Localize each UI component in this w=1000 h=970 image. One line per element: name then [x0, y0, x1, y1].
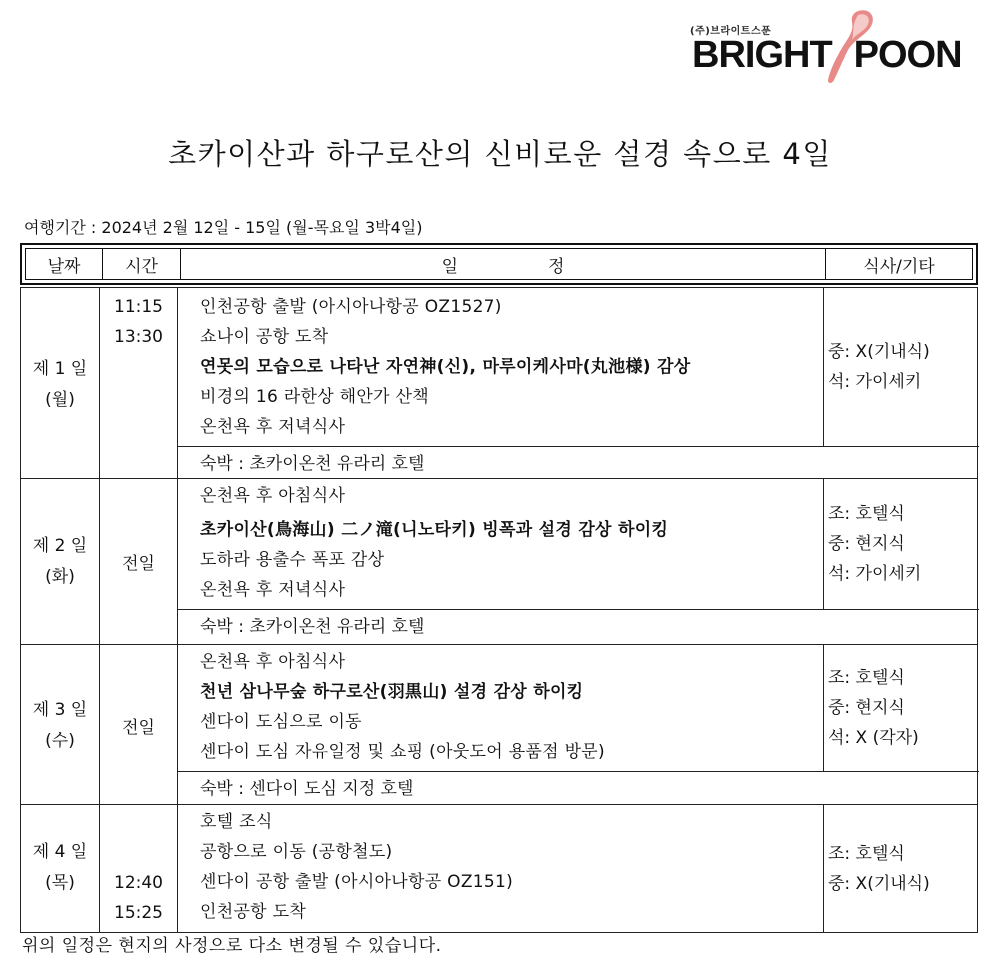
schedule-line: 천년 삼나무숲 하구로산(羽黒山) 설경 감상 하이킹 — [200, 682, 584, 702]
day-row — [21, 479, 977, 645]
day-times — [100, 805, 178, 932]
travel-period: 여행기간 : 2024년 2월 12일 - 15일 (월-목요일 3박4일) — [24, 218, 423, 237]
schedule-line: 인천공항 도착 — [200, 902, 307, 922]
day-number: 제 3 일 — [32, 699, 88, 720]
meal-line: 석: X (각자) — [828, 728, 919, 748]
schedule-line: 온천욕 후 저녁식사 — [200, 417, 346, 437]
time-value: 12:40 — [114, 873, 163, 893]
meal-info — [824, 479, 979, 609]
day-date — [21, 288, 100, 481]
day-number: 제 4 일 — [32, 842, 88, 862]
day-date — [21, 479, 100, 644]
footer-note: 위의 일정은 현지의 사정으로 다소 변경될 수 있습니다. — [22, 936, 442, 956]
stay-info: 숙박 : 초카이온천 유라리 호텔 — [178, 446, 979, 481]
day-number: 제 1 일 — [32, 358, 88, 379]
meal-line: 중: X(기내식) — [828, 342, 930, 362]
day-times — [100, 479, 178, 644]
logo-text-poon: POON — [853, 34, 962, 76]
page-title: 초카이산과 하구로산의 신비로운 설경 속으로 4일 — [168, 137, 832, 171]
meal-line: 중: X(기내식) — [828, 873, 930, 894]
header-time: 시간 — [103, 249, 181, 279]
schedule-line: 온천욕 후 저녁식사 — [200, 580, 346, 600]
meal-info — [824, 645, 979, 771]
header-date: 날짜 — [26, 249, 103, 279]
header-meal: 식사/기타 — [863, 256, 935, 277]
schedule-lines — [178, 288, 824, 446]
company-logo — [690, 6, 965, 86]
schedule-line: 비경의 16 라한상 해안가 산책 — [200, 387, 429, 407]
time-value: 전일 — [122, 554, 155, 574]
schedule-line: 도하라 용출수 폭포 감상 — [200, 550, 385, 570]
schedule-line: 센다이 공항 출발 (아시아나항공 OZ151) — [200, 872, 514, 892]
time-value: 13:30 — [114, 327, 163, 347]
table-header — [20, 243, 978, 285]
time-value: 15:25 — [114, 903, 163, 923]
meal-line: 조: 호텔식 — [828, 668, 905, 688]
day-number: 제 2 일 — [32, 535, 88, 556]
stay-info: 숙박 : 센다이 도심 지정 호텔 — [178, 771, 979, 806]
meal-line: 중: 현지식 — [828, 698, 905, 718]
day-weekday: (월) — [45, 389, 75, 410]
schedule-line: 쇼나이 공항 도착 — [200, 327, 329, 347]
header-schedule — [181, 249, 826, 279]
schedule-line: 센다이 도심으로 이동 — [200, 712, 362, 732]
time-value: 전일 — [122, 718, 155, 738]
schedule-line: 온천욕 후 아침식사 — [200, 486, 346, 506]
day-row — [21, 645, 977, 805]
day-date — [21, 805, 100, 932]
meal-line: 조: 호텔식 — [828, 843, 905, 864]
day-weekday: (화) — [45, 566, 75, 587]
logo-text-bright: BRIGHT — [692, 34, 832, 76]
logo-wordmark — [692, 34, 962, 77]
time-value: 11:15 — [114, 297, 163, 317]
schedule-lines — [178, 479, 824, 609]
schedule-lines — [178, 805, 824, 932]
stay-info: 숙박 : 초카이온천 유라리 호텔 — [178, 609, 979, 644]
meal-line: 석: 가이세키 — [828, 372, 922, 392]
day-times — [100, 645, 178, 806]
day-times — [100, 288, 178, 481]
schedule-lines — [178, 645, 824, 771]
schedule-line: 인천공항 출발 (아시아나항공 OZ1527) — [200, 297, 502, 317]
header-schedule-b: 정 — [548, 256, 565, 277]
header-schedule-a: 일 — [441, 256, 458, 277]
day-row — [21, 805, 977, 932]
schedule-line: 연못의 모습으로 나타난 자연神(신), 마루이케사마(丸池様) 감상 — [200, 357, 691, 377]
schedule-line: 온천욕 후 아침식사 — [200, 652, 346, 672]
schedule-line: 공항으로 이동 (공항철도) — [200, 842, 393, 862]
meal-line: 석: 가이세키 — [828, 564, 922, 584]
meal-line: 조: 호텔식 — [828, 504, 905, 524]
day-row — [21, 288, 977, 479]
meal-info — [824, 288, 979, 446]
day-date — [21, 645, 100, 806]
schedule-line: 초카이산(鳥海山) 二ノ滝(니노타키) 빙폭과 설경 감상 하이킹 — [200, 520, 669, 540]
meal-line: 중: 현지식 — [828, 534, 905, 554]
day-weekday: (목) — [45, 873, 75, 893]
itinerary-table — [20, 287, 978, 933]
schedule-line: 호텔 조식 — [200, 812, 273, 832]
day-weekday: (수) — [45, 730, 75, 751]
schedule-line: 센다이 도심 자유일정 및 쇼핑 (아웃도어 용품점 방문) — [200, 742, 605, 762]
logo-company-name: (주)브라이트스푼 — [690, 26, 772, 37]
meal-info — [824, 805, 979, 932]
